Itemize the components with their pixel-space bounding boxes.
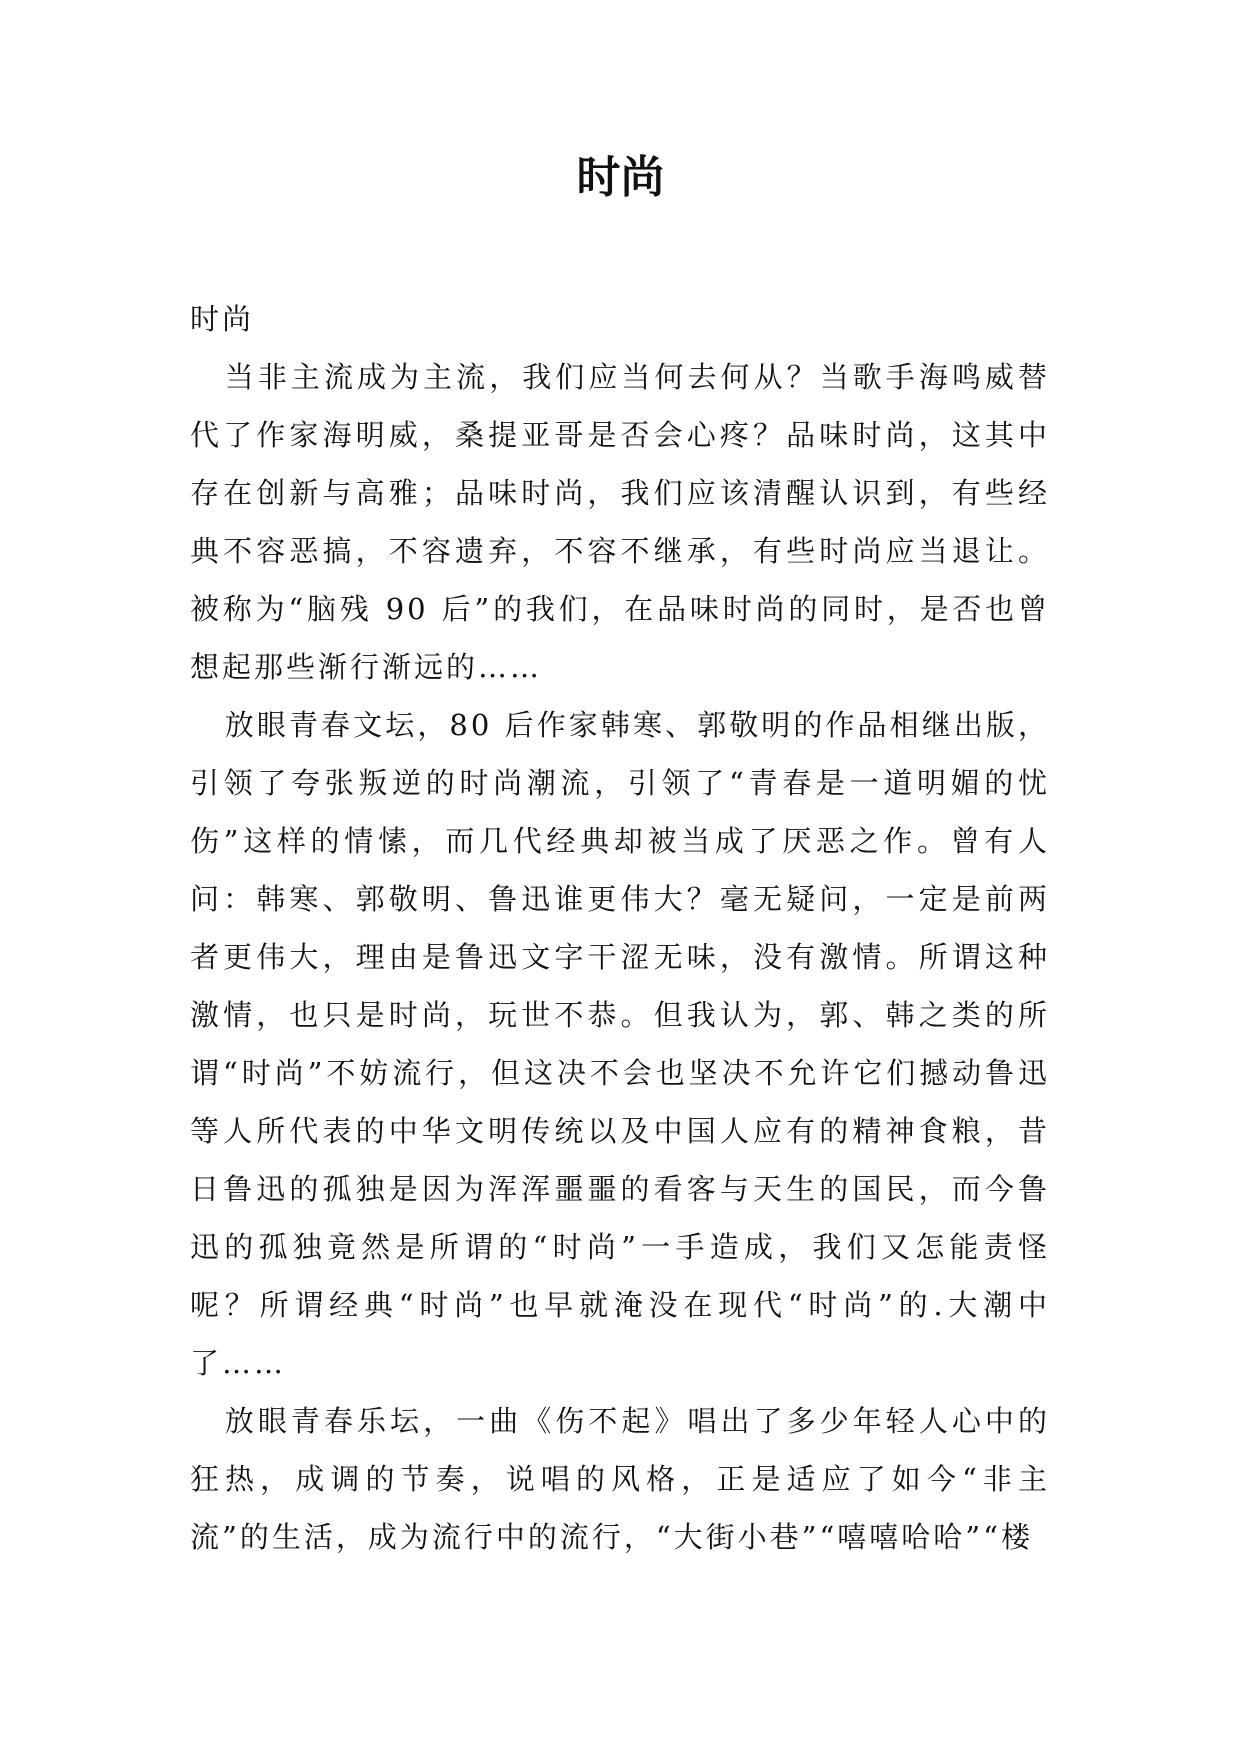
paragraph-3: 放眼青春乐坛，一曲《伤不起》唱出了多少年轻人心中的狂热，成调的节奏，说唱的风格，正是适应了如今“非主流”的生活，成为流行中的流行，“大街小巷”“嘻嘻哈哈”“楼	[190, 1404, 1050, 1554]
document-body	[190, 290, 1050, 1566]
paragraph-2: 放眼青春文坛，80 后作家韩寒、郭敬明的作品相继出版，引领了夸张叛逆的时尚潮流，引领了“青春是一道明媚的忧伤”这样的情愫，而几代经典却被当成了厌恶之作。曾有人问：韩寒、郭敬明、鲁迅谁更伟大？毫无疑问，一定是前两者更伟大，理由是鲁迅文字干涩无味，没有激情。所谓这种激情，也只是时尚，玩世不恭。但我认为，郭、韩之类的所谓“时尚”不妨流行，但这决不会也坚决不允许它们撼动鲁迅等人所代表的中华文明传统以及中国人应有的精神食粮，昔日鲁迅的孤独是因为浑浑噩噩的看客与天生的国民，而今鲁迅的孤独竟然是所谓的“时尚”一手造成，我们又怎能责怪呢？所谓经典“时尚”也早就淹没在现代“时尚”的.大潮中了……	[190, 708, 1050, 1380]
document-title: 时尚	[576, 152, 665, 203]
paragraph-1: 当非主流成为主流，我们应当何去何从？当歌手海鸣威替代了作家海明威，桑提亚哥是否会心疼？品味时尚，这其中存在创新与高雅；品味时尚，我们应该清醒认识到，有些经典不容恶搞，不容遗弃，不容不继承，有些时尚应当退让。被称为“脑残 90 后”的我们，在品味时尚的同时，是否也曾想起那些渐行渐远的……	[190, 360, 1050, 684]
section-subheading: 时尚	[190, 302, 255, 336]
